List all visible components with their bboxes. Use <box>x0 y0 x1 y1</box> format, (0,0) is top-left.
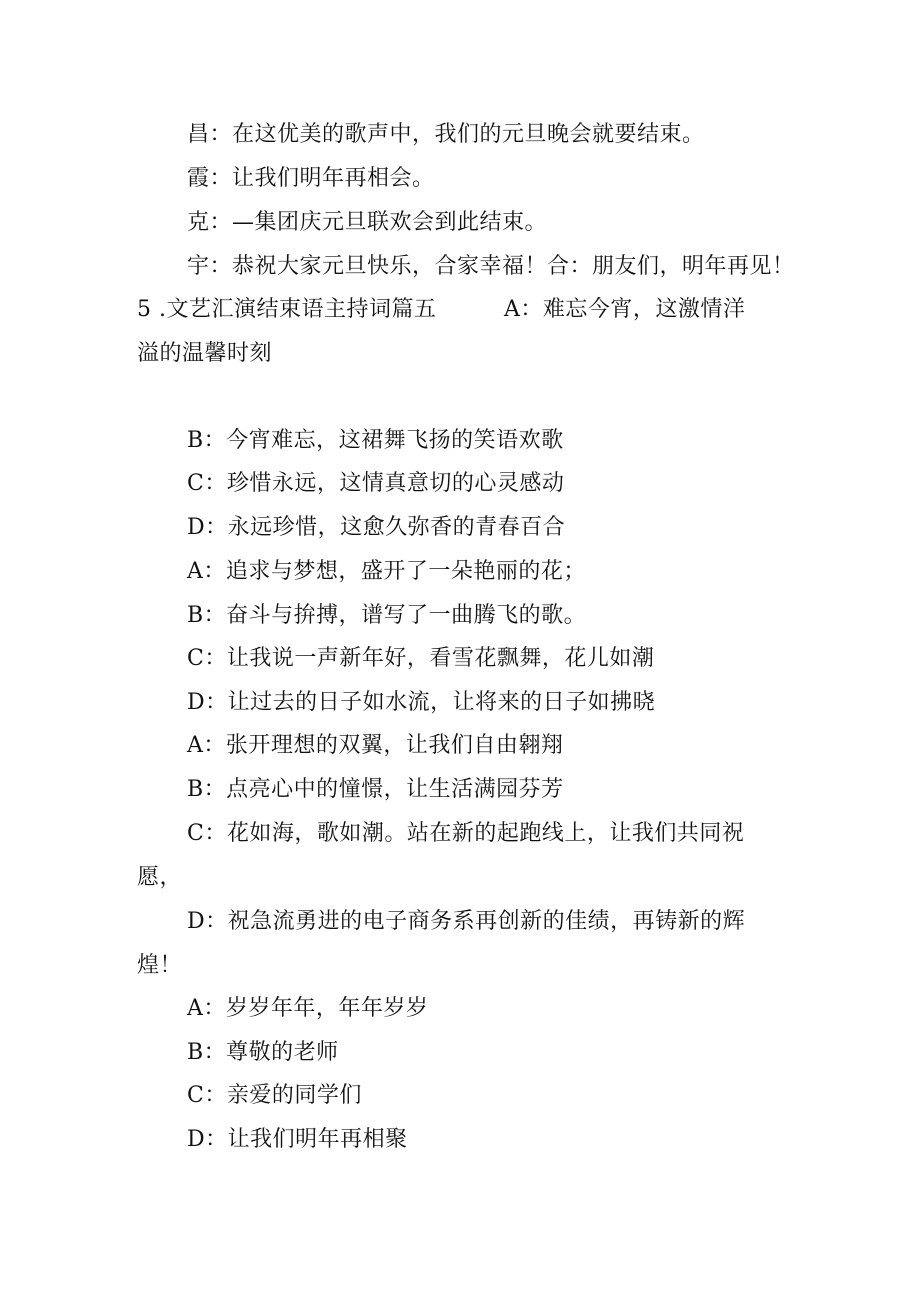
paragraph-line: 溢的温馨时刻 <box>137 341 273 366</box>
paragraph-line: 霞：让我们明年再相会。 <box>187 166 435 191</box>
dialogue-line: A：岁岁年年，年年岁岁 <box>187 996 429 1021</box>
paragraph-line: 宇：恭祝大家元旦快乐，合家幸福！合：朋友们，明年再见！ <box>187 254 795 279</box>
section-heading-line: 5 .文艺汇演结束语主持词篇五 A：难忘今宵，这激情洋 <box>137 297 746 322</box>
dialogue-line: C：让我说一声新年好，看雪花飘舞，花儿如潮 <box>187 646 655 671</box>
dialogue-line: D：祝急流勇进的电子商务系再创新的佳绩，再铸新的辉 <box>187 909 746 934</box>
dialogue-line: C：珍惜永远，这情真意切的心灵感动 <box>187 471 565 496</box>
dialogue-line-continuation: 煌！ <box>137 953 183 978</box>
dialogue-line: A：追求与梦想，盛开了一朵艳丽的花； <box>187 559 586 584</box>
dialogue-line: A：张开理想的双翼，让我们自由翱翔 <box>187 733 564 758</box>
dialogue-line: B：奋斗与拚搏，谱写了一曲腾飞的歌。 <box>187 603 587 628</box>
paragraph-line: 克：—集团庆元旦联欢会到此结束。 <box>187 210 548 235</box>
dialogue-line: D：永远珍惜，这愈久弥香的青春百合 <box>187 515 566 540</box>
paragraph-line: 昌：在这优美的歌声中，我们的元旦晚会就要结束。 <box>187 122 705 147</box>
dialogue-line: D：让我们明年再相聚 <box>187 1127 408 1152</box>
dialogue-line: B：点亮心中的憧憬，让生活满园芬芳 <box>187 777 564 802</box>
dialogue-line: C：亲爱的同学们 <box>187 1083 362 1108</box>
dialogue-line: C：花如海，歌如潮。站在新的起跑线上，让我们共同祝 <box>187 821 745 846</box>
dialogue-line: B：尊敬的老师 <box>187 1040 339 1065</box>
dialogue-line: B：今宵难忘，这裙舞飞扬的笑语欢歌 <box>187 428 564 453</box>
dialogue-line-continuation: 愿， <box>137 865 183 890</box>
dialogue-line: D：让过去的日子如水流，让将来的日子如拂晓 <box>187 690 656 715</box>
